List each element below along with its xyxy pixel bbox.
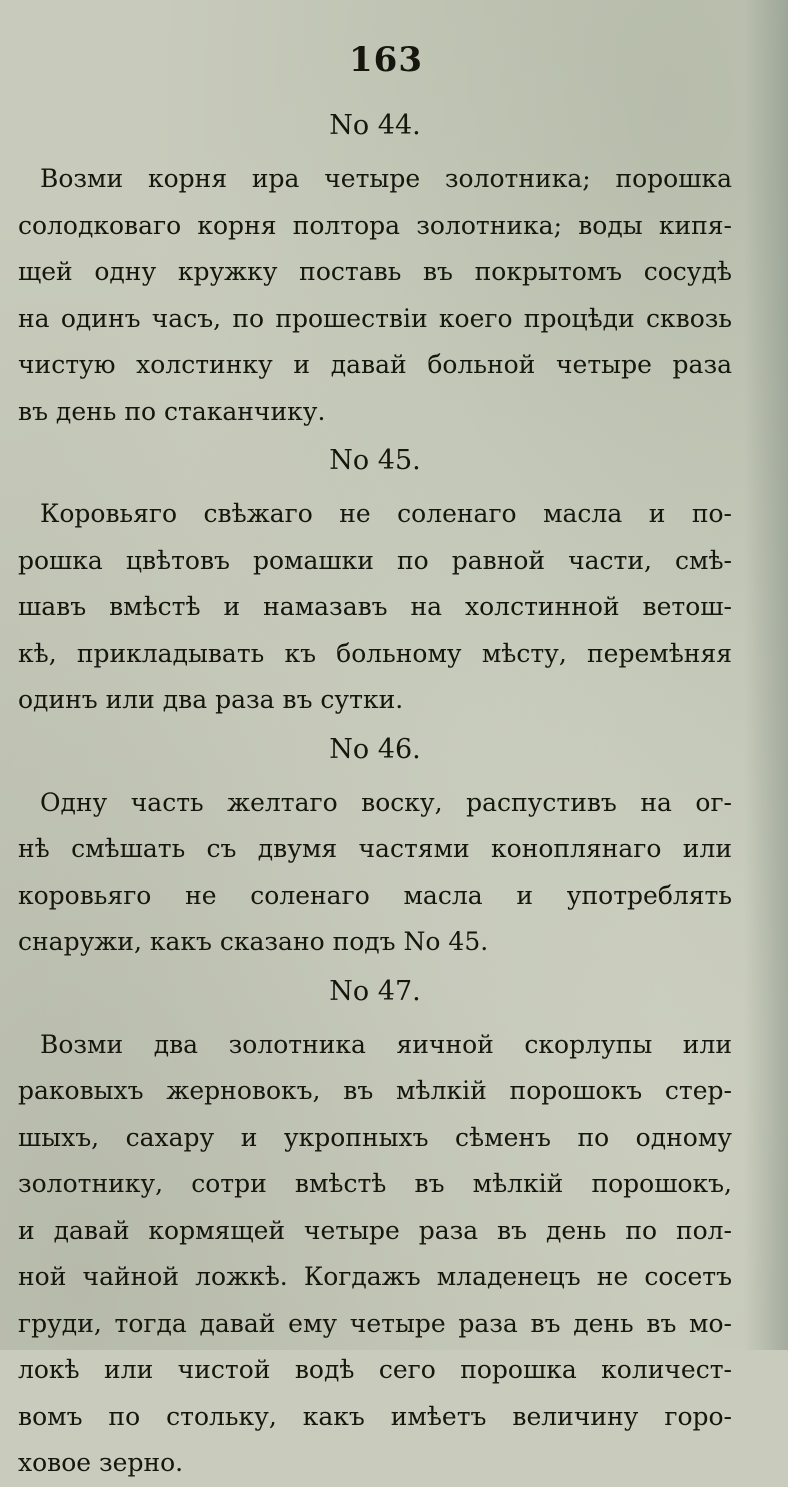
text-line: шыхъ, сахару и укропныхъ сѣменъ по одному bbox=[18, 1122, 732, 1152]
text-line: ховое зерно. bbox=[18, 1448, 184, 1477]
text-line: груди, тогда давай ему четыре раза въ день въ мо- bbox=[18, 1308, 732, 1338]
text-line: и давай кормящей четыре раза въ день по пол- bbox=[18, 1215, 732, 1245]
page-number: 163 bbox=[349, 40, 423, 80]
text-line: на одинъ часъ, по прошествіи коего процѣди сквозь bbox=[18, 303, 732, 333]
text-line: солодковаго корня полтора золотника; воды кипя- bbox=[18, 210, 732, 240]
text-line: Коровьяго свѣжаго не соленаго масла и по- bbox=[40, 499, 732, 528]
entry-text bbox=[18, 1022, 732, 1487]
entry-47 bbox=[18, 972, 732, 1487]
entry-heading: No 47. bbox=[329, 975, 421, 1007]
entry-text bbox=[18, 156, 732, 435]
text-line: чистую холстинку и давай больной четыре раза bbox=[18, 350, 732, 379]
text-line: Возми два золотника яичной скорлупы или bbox=[40, 1029, 732, 1059]
entry-44 bbox=[18, 106, 732, 435]
text-line: щей одну кружку поставь въ покрытомъ сосудѣ bbox=[18, 257, 732, 286]
text-line: кѣ, прикладывать къ больному мѣсту, перемѣняя bbox=[18, 638, 732, 668]
entry-heading: No 46. bbox=[329, 733, 421, 765]
text-line: вомъ по стольку, какъ имѣетъ величину горо- bbox=[18, 1401, 732, 1431]
text-line: локѣ или чистой водѣ сего порошка количест- bbox=[18, 1355, 732, 1384]
text-line: одинъ или два раза въ сутки. bbox=[18, 685, 404, 714]
text-line: въ день по стаканчику. bbox=[18, 396, 326, 426]
entry-heading: No 44. bbox=[329, 110, 421, 141]
text-line: шавъ вмѣстѣ и намазавъ на холстинной ветош- bbox=[18, 592, 732, 621]
text-line: снаружи, какъ сказано подъ No 45. bbox=[18, 927, 489, 956]
text-line: коровьяго не соленаго масла и употреблять bbox=[18, 880, 732, 910]
text-line: рошка цвѣтовъ ромашки по равной части, смѣ- bbox=[18, 545, 732, 575]
text-line: Возми корня ира четыре золотника; порошка bbox=[40, 164, 732, 193]
text-line: золотнику, сотри вмѣстѣ въ мѣлкій порошокъ, bbox=[18, 1169, 732, 1198]
text-line: нѣ смѣшать съ двумя частями коноплянаго или bbox=[18, 834, 732, 863]
entry-text bbox=[18, 491, 732, 724]
entry-45 bbox=[18, 441, 732, 724]
text-line: раковыхъ жерновокъ, въ мѣлкій порошокъ стер- bbox=[18, 1076, 732, 1105]
entry-text bbox=[18, 780, 732, 966]
text-line: Одну часть желтаго воску, распустивъ на ог- bbox=[40, 787, 732, 817]
text-line: ной чайной ложкѣ. Когдажъ младенецъ не сосетъ bbox=[18, 1262, 732, 1291]
entry-heading: No 45. bbox=[329, 445, 421, 476]
entry-46 bbox=[18, 730, 732, 966]
